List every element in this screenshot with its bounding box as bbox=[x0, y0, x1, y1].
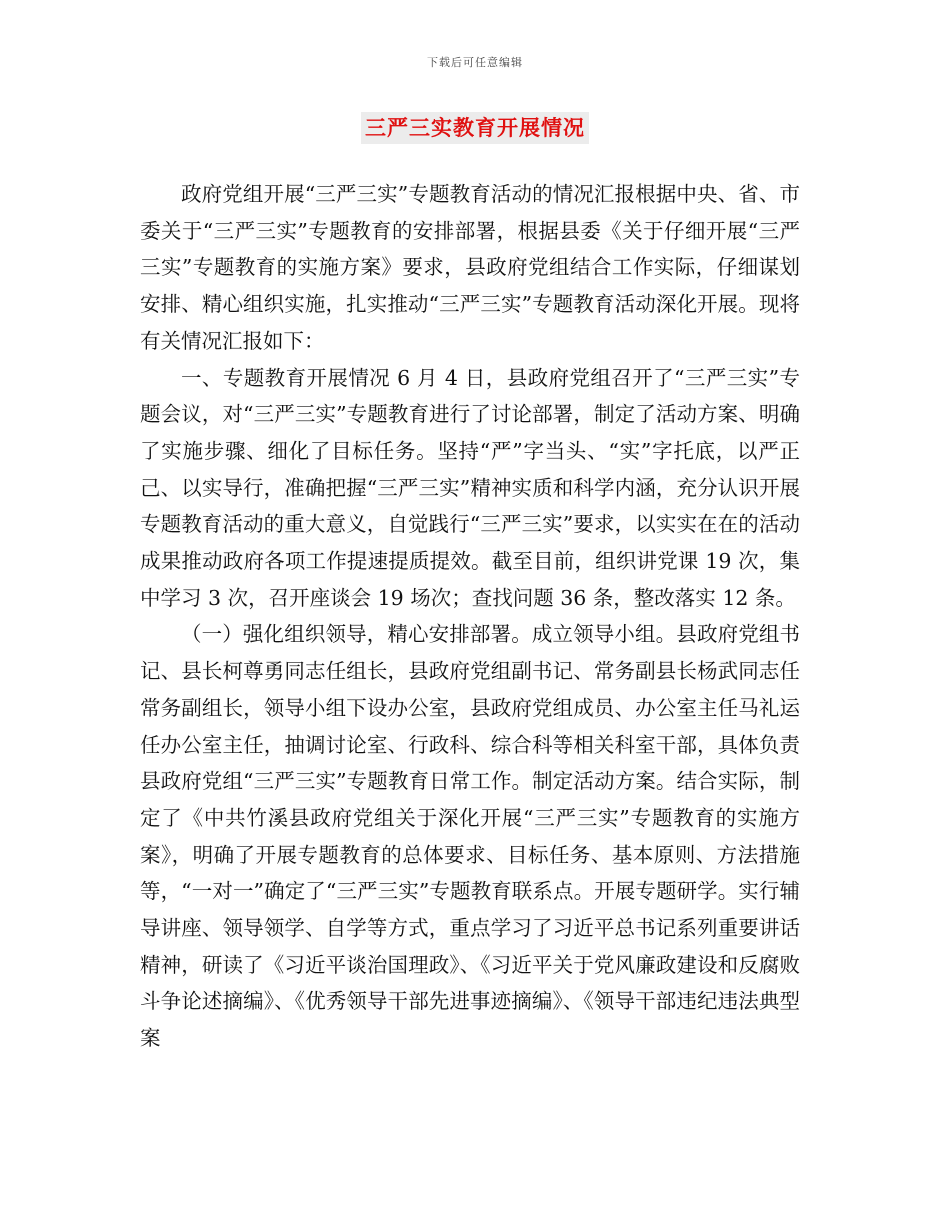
paragraph-subsection-one: （一）强化组织领导，精心安排部署。成立领导小组。县政府党组书记、县长柯尊勇同志任组长，县政府党组副书记、常务副县长杨武同志任常务副组长，领导小组下设办公室，县政府党组成员、办公室主任马礼运任办公室主任，抽调讨论室、行政科、综合科等相关科室干部，具体负责县政府党组“三严三实”专题教育日常工作。制定活动方案。结合实际，制定了《中共竹溪县政府党组关于深化开展“三严三实”专题教育的实施方案》，明确了开展专题教育的总体要求、目标任务、基本原则、方法措施等，“一对一”确定了“三严三实”专题教育联系点。开展专题研学。实行辅导讲座、领导领学、自学等方式，重点学习了习近平总书记系列重要讲话精神，研读了《习近平谈治国理政》、《习近平关于党风廉政建设和反腐败斗争论述摘编》、《优秀领导干部先进事迹摘编》、《领导干部违纪违法典型案 bbox=[140, 622, 800, 1051]
document-body bbox=[140, 176, 800, 1057]
document-title-wrapper bbox=[0, 112, 950, 145]
paragraph-section-one: 一、专题教育开展情况 6 月 4 日，县政府党组召开了“三严三实”专题会议，对“三严三实”专题教育进行了讨论部署，制定了活动方案、明确了实施步骤、细化了目标任务。坚持“严”字当头、“实”字托底，以严正己、以实导行，准确把握“三严三实”精神实质和科学内涵，充分认识开展专题教育活动的重大意义，自觉践行“三严三实”要求，以实实在在的活动成果推动政府各项工作提速提质提效。截至目前，组织讲党课 19 次，集中学习 3 次，召开座谈会 19 场次；查找问题 36 条，整改落实 12 条。 bbox=[140, 365, 800, 610]
header-note: 下载后可任意编辑 bbox=[427, 56, 523, 69]
document-title: 三严三实教育开展情况 bbox=[361, 112, 589, 144]
paragraph-intro: 政府党组开展“三严三实”专题教育活动的情况汇报根据中央、省、市委关于“三严三实”专题教育的安排部署，根据县委《关于仔细开展“三严三实”专题教育的实施方案》要求，县政府党组结合工作实际，仔细谋划安排、精心组织实施，扎实推动“三严三实”专题教育活动深化开展。现将有关情况汇报如下： bbox=[140, 182, 800, 353]
